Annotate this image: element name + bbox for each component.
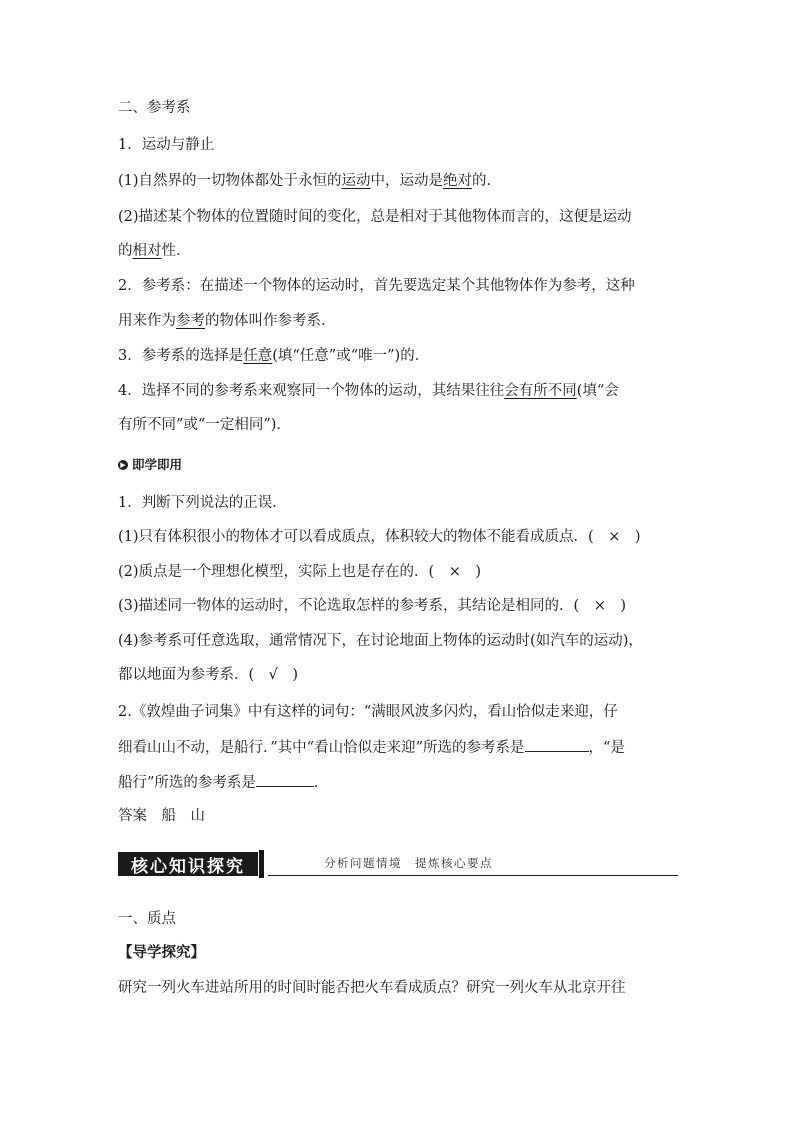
- question-1-1: (1)只有体积很小的物体才可以看成质点，体积较大的物体不能看成质点．( × ): [118, 529, 641, 545]
- answer-line: 答案 船 山: [118, 808, 205, 824]
- item-2-line-b: [118, 311, 336, 331]
- answer-underline: 绝对: [443, 173, 473, 189]
- item-4-line-a: [118, 381, 619, 401]
- question-1-title: 1．判断下列说法的正误．: [118, 495, 287, 511]
- banner-accent-bar: [259, 850, 264, 878]
- text-segment: (填“会: [576, 383, 619, 399]
- text-segment: 细看山山不动，是船行．”其中“看山恰似走来迎”所选的参考系是: [118, 740, 525, 756]
- text-segment: 3．参考系的选择是: [118, 348, 244, 364]
- answer-underline: 参考: [176, 313, 205, 329]
- answer-underline: 运动: [341, 173, 371, 189]
- question-1-2: (2)质点是一个理想化模型，实际上也是存在的．( × ): [118, 564, 482, 580]
- question-2-line-a: 2.《敦煌曲子词集》中有这样的词句：“满眼风波多闪灼，看山恰似走来迎，仔: [118, 704, 618, 720]
- text-segment: (1)自然界的一切物体都处于永恒的: [118, 173, 342, 189]
- answer-blank: [256, 772, 314, 787]
- question-2-line-b: [118, 737, 625, 758]
- section-heading-particle: 一、质点: [118, 911, 176, 927]
- text-segment: ．: [313, 775, 329, 791]
- text-segment: 性．: [161, 243, 191, 259]
- text-segment: 船行”所选的参考系是: [118, 775, 256, 791]
- answer-underline: 相对: [132, 243, 162, 259]
- answer-blank: [525, 737, 589, 752]
- answer-underline: 任意: [243, 348, 273, 364]
- text-segment: 用来作为: [118, 313, 176, 329]
- item-4-line-b: 有所不同”或“一定相同”)．: [118, 417, 291, 433]
- item-1-title: 1．运动与静止: [118, 137, 215, 153]
- answer-underline: 会有所不同: [504, 383, 577, 399]
- question-1-3: (3)描述同一物体的运动时，不论选取怎样的参考系，其结论是相同的．( × ): [118, 598, 626, 614]
- practice-tag-label: 即学即用: [132, 457, 183, 472]
- banner-title: 核心知识探究: [118, 852, 258, 876]
- guided-inquiry-heading: 【导学探究】: [118, 945, 205, 961]
- question-1-4-line-a: (4)参考系可任意选取，通常情况下，在讨论地面上物体的运动时(如汽车的运动)，: [118, 633, 643, 649]
- paragraph-1-2-line-a: (2)描述某个物体的位置随时间的变化，总是相对于其他物体而言的，这便是运动: [118, 209, 632, 225]
- section-banner: [118, 848, 678, 878]
- text-segment: 的物体叫作参考系．: [205, 313, 336, 329]
- text-segment: 4．选择不同的参考系来观察同一个物体的运动，其结果往往: [118, 383, 505, 399]
- question-1-4-line-b: 都以地面为参考系．( √ ): [118, 667, 299, 683]
- text-segment: 中，运动是: [370, 173, 444, 189]
- item-2-line-a: 2．参考系：在描述一个物体的运动时，首先要选定某个其他物体作为参考，这种: [118, 278, 635, 294]
- text-segment: 的．: [472, 173, 502, 189]
- text-segment: 的: [118, 243, 133, 259]
- inquiry-text: 研究一列火车进站所用的时间时能否把火车看成质点？研究一列火车从北京开往: [118, 980, 626, 996]
- paragraph-1-1: [118, 171, 501, 191]
- item-3: [118, 346, 429, 366]
- text-segment: ，“是: [588, 740, 625, 756]
- text-segment: (填“任意”或“唯一”)的．: [272, 348, 430, 364]
- banner-divider: [268, 875, 678, 876]
- paragraph-1-2-line-b: [118, 241, 191, 261]
- practice-tag: [118, 455, 182, 475]
- banner-subtitle: 分析问题情境 提炼核心要点: [324, 856, 493, 870]
- question-2-line-c: [118, 772, 328, 793]
- section-heading-reference-frame: 二、参考系: [118, 100, 191, 116]
- play-icon: ▶: [118, 460, 128, 470]
